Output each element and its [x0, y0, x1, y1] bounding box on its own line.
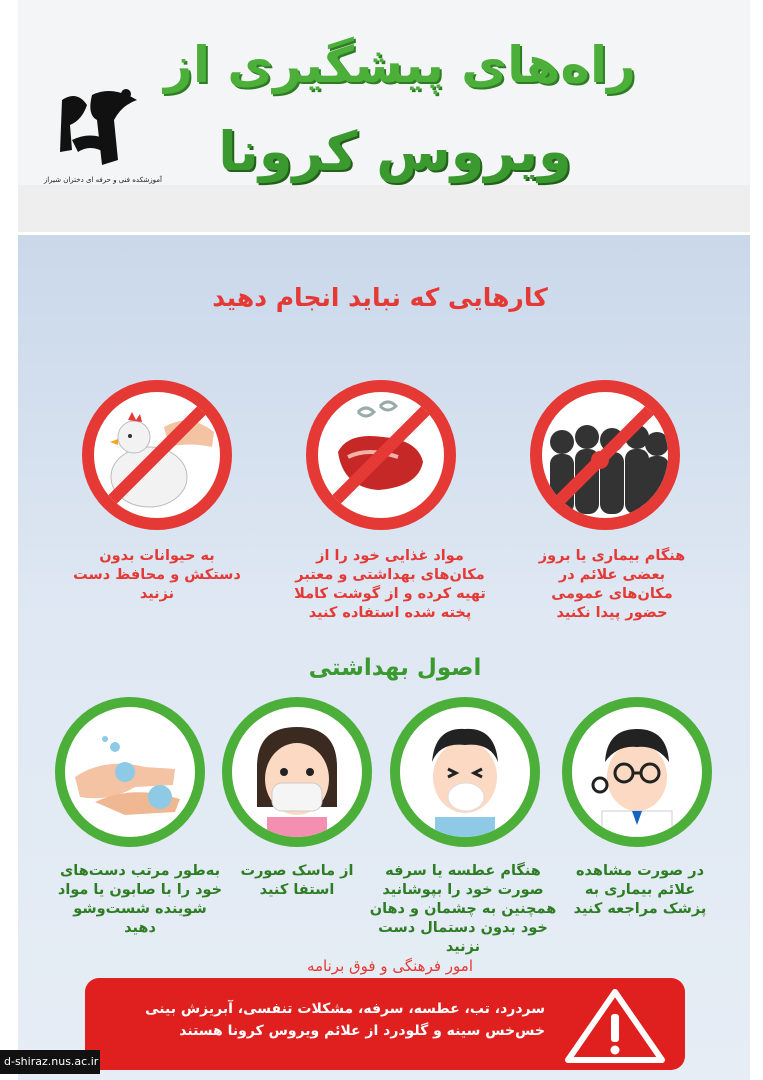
- dont-caption-public: هنگام بیماری یا بروز بعضی علائم در مکان‌های عمومی حضور پیدا نکنید: [538, 548, 686, 621]
- doctor-icon: [562, 697, 712, 847]
- site-url[interactable]: d-shiraz.nus.ac.ir: [0, 1050, 100, 1074]
- dont-caption-food: مواد غذایی خود را از مکان‌های بهداشتی و معتبر تهیه کرده و از گوشت کاملا پخته شده استفاده کنید: [294, 548, 486, 621]
- symptoms-banner: [85, 978, 685, 1070]
- crowd-icon: [530, 380, 680, 530]
- header-divider: [18, 185, 750, 232]
- chicken-hand-icon: [82, 380, 232, 530]
- hygiene-caption-mask: از ماسک صورت استفا کنید: [240, 863, 354, 898]
- logo-caption: آموزشکده فنی و حرفه ای دختران شیراز: [43, 176, 162, 184]
- face-mask-icon: [222, 697, 372, 847]
- hygiene-caption-wash: به‌طور مرتب دست‌های خود را با صابون یا مواد شوینده شست‌وشو دهید: [57, 863, 223, 936]
- symptoms-text: سردرد، تب، عطسه، سرفه، مشکلات تنفسی، آبریزش بینی خس‌خس سینه و گلودرد از علائم ویروس کرونا هستند: [145, 1001, 545, 1039]
- raw-meat-icon: [306, 380, 456, 530]
- hygiene-caption-sneeze: هنگام عطسه یا سرفه صورت خود را بپوشانید همچنین به چشمان و دهان خود بدون دستمال دست نزنید: [369, 863, 557, 955]
- credit-text: امور فرهنگی و فوق برنامه: [306, 957, 473, 975]
- dont-caption-animals: به حیوانات بدون دستکش و محافظ دست نزنید: [73, 548, 241, 602]
- warning-icon: [560, 986, 670, 1066]
- hygiene-caption-doctor: در صورت مشاهده علائم بیماری به پزشک مراجعه کنید: [573, 863, 707, 917]
- dont-section-title: کارهایی که نباید انجام دهید: [212, 283, 548, 312]
- college-logo: [42, 80, 152, 190]
- hygiene-section-title: اصول بهداشتی: [308, 655, 482, 681]
- sneeze-icon: [390, 697, 540, 847]
- title-line-1: راه‌های پیشگیری از: [164, 36, 636, 94]
- hand-washing-icon: [55, 697, 205, 847]
- title-line-2: ویروس کرونا: [218, 120, 572, 183]
